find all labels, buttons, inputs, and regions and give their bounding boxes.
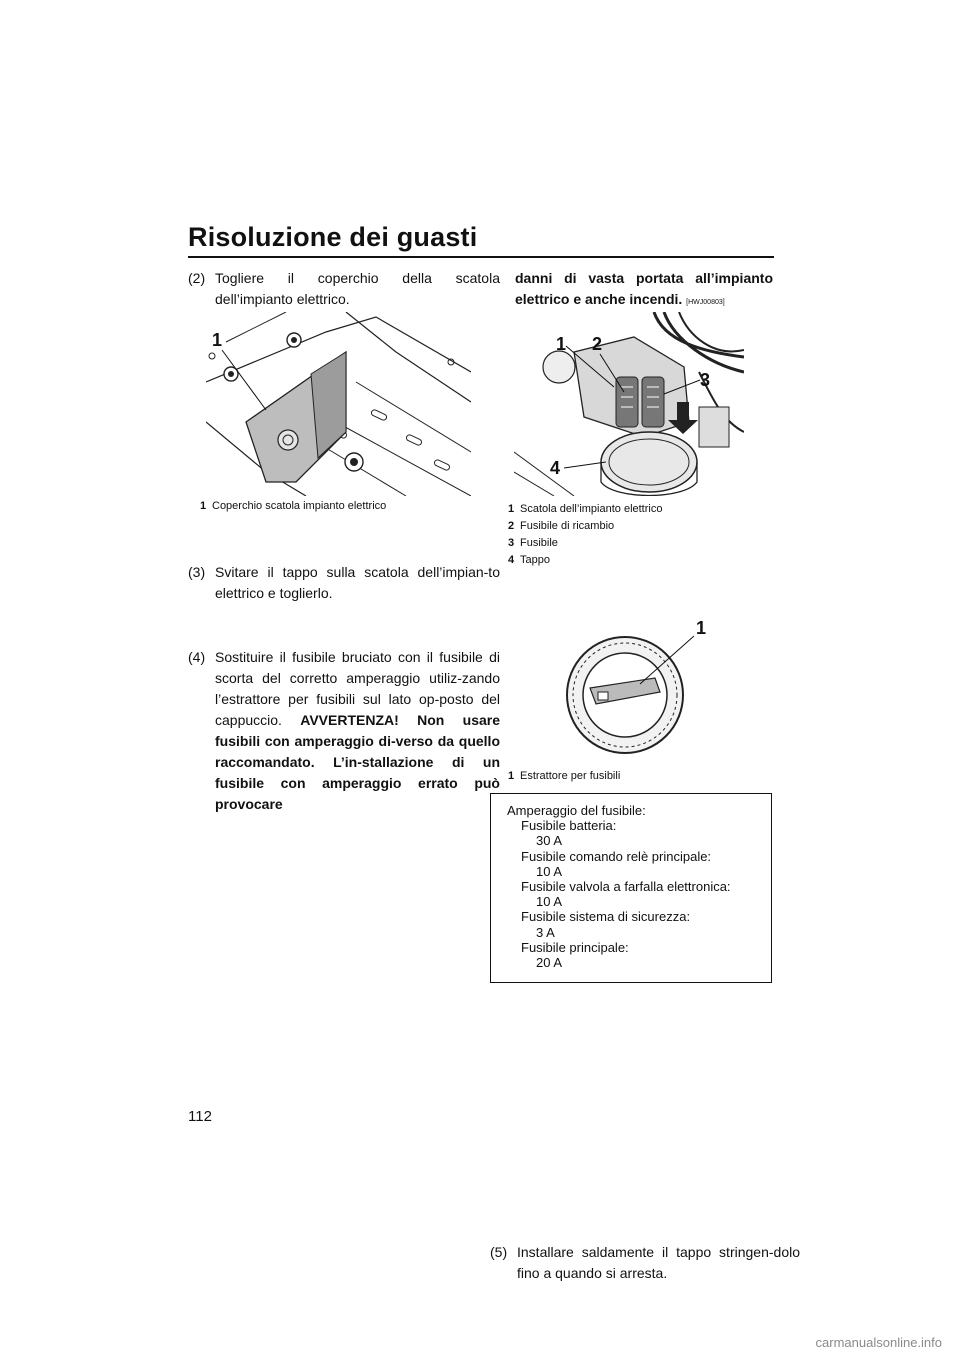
caption-number: 1: [200, 500, 207, 512]
caption-number: 3: [508, 537, 515, 549]
spec-label: Fusibile valvola a farfalla elettronica:: [521, 879, 731, 895]
page-title: Risoluzione dei guasti: [188, 222, 478, 252]
caption-number: 1: [508, 770, 515, 782]
figure-callout: 1: [696, 618, 707, 638]
spec-label: Fusibile comando relè principale:: [521, 848, 712, 864]
step-2: [188, 268, 500, 310]
spec-label: Fusibile batteria:: [521, 818, 617, 834]
caption-row: [508, 535, 768, 552]
callout-3: 3: [700, 370, 711, 390]
caption-number: 2: [508, 520, 515, 532]
figure-callout: 1: [212, 330, 223, 350]
figure-caption: [508, 768, 768, 785]
spec-value: 10 A: [536, 863, 563, 879]
caption-number: 1: [508, 503, 515, 515]
step-text: Togliere il coperchio della scatola dell’impianto elettrico.: [215, 270, 500, 307]
caption-row: [508, 518, 768, 535]
caption-number: 4: [508, 554, 515, 566]
spec-label: Fusibile sistema di sicurezza:: [521, 909, 691, 925]
spec-value: 20 A: [536, 955, 563, 971]
callout-1: 1: [556, 334, 567, 354]
step-text: Sostituire il fusibile bruciato con il fusibile di scorta del corretto amperaggio utiliz-zando l’estrattore per fusibili sul lato op-posto del cappuccio.: [215, 649, 500, 728]
caption-text: Fusibile di ricambio: [520, 520, 615, 532]
callout-4: 4: [550, 458, 561, 478]
callout-2: 2: [592, 334, 603, 354]
page-number: 112: [188, 1108, 212, 1125]
warning-code: [HWJ00803]: [686, 299, 725, 306]
warning-text-cont: danni di vasta portata all’impianto elettrico e anche incendi.: [515, 270, 773, 307]
step-5: [490, 1242, 800, 1284]
step-text: Installare saldamente il tappo stringen-dolo fino a quando si arresta.: [517, 1244, 800, 1281]
step-text: Svitare il tappo sulla scatola dell’impian-to elettrico e toglierlo.: [215, 564, 500, 601]
spec-heading: Amperaggio del fusibile:: [507, 803, 646, 818]
caption-text: Scatola dell’impianto elettrico: [520, 503, 663, 515]
spec-value: 10 A: [536, 894, 563, 910]
caption-text: Tappo: [520, 554, 550, 566]
title-rule: [188, 256, 774, 258]
step-number: (5): [490, 1244, 508, 1260]
spec-label: Fusibile principale:: [521, 939, 629, 955]
caption-row: [508, 552, 768, 569]
step-number: (2): [188, 270, 206, 286]
watermark: carmanualsonline.info: [815, 1335, 942, 1350]
figure-captions: [508, 501, 768, 569]
warning-text: AVVERTENZA! Non usare fusibili con amperaggio di-verso da quello raccomandato. L’in-stallazione di un fusibile con amperaggio errato può provocare: [215, 712, 501, 812]
spec-value: 30 A: [536, 833, 563, 849]
figure-fuse-box: [514, 312, 744, 496]
spec-value: 3 A: [536, 924, 555, 940]
caption-text: Coperchio scatola impianto elettrico: [212, 500, 387, 512]
step-4: [188, 647, 500, 815]
fuse-rating-box: [490, 793, 772, 983]
step-number: (4): [188, 649, 206, 665]
step-3: [188, 562, 500, 604]
caption-text: Estrattore per fusibili: [520, 770, 621, 782]
step-number: (3): [188, 564, 206, 580]
figure-electrical-box-cover: [206, 312, 471, 496]
figure-fuse-puller: [560, 612, 720, 762]
caption-row: [508, 501, 768, 518]
caption-text: Fusibile: [520, 537, 558, 549]
warning-continuation: [515, 268, 773, 313]
figure-caption: [200, 498, 480, 515]
